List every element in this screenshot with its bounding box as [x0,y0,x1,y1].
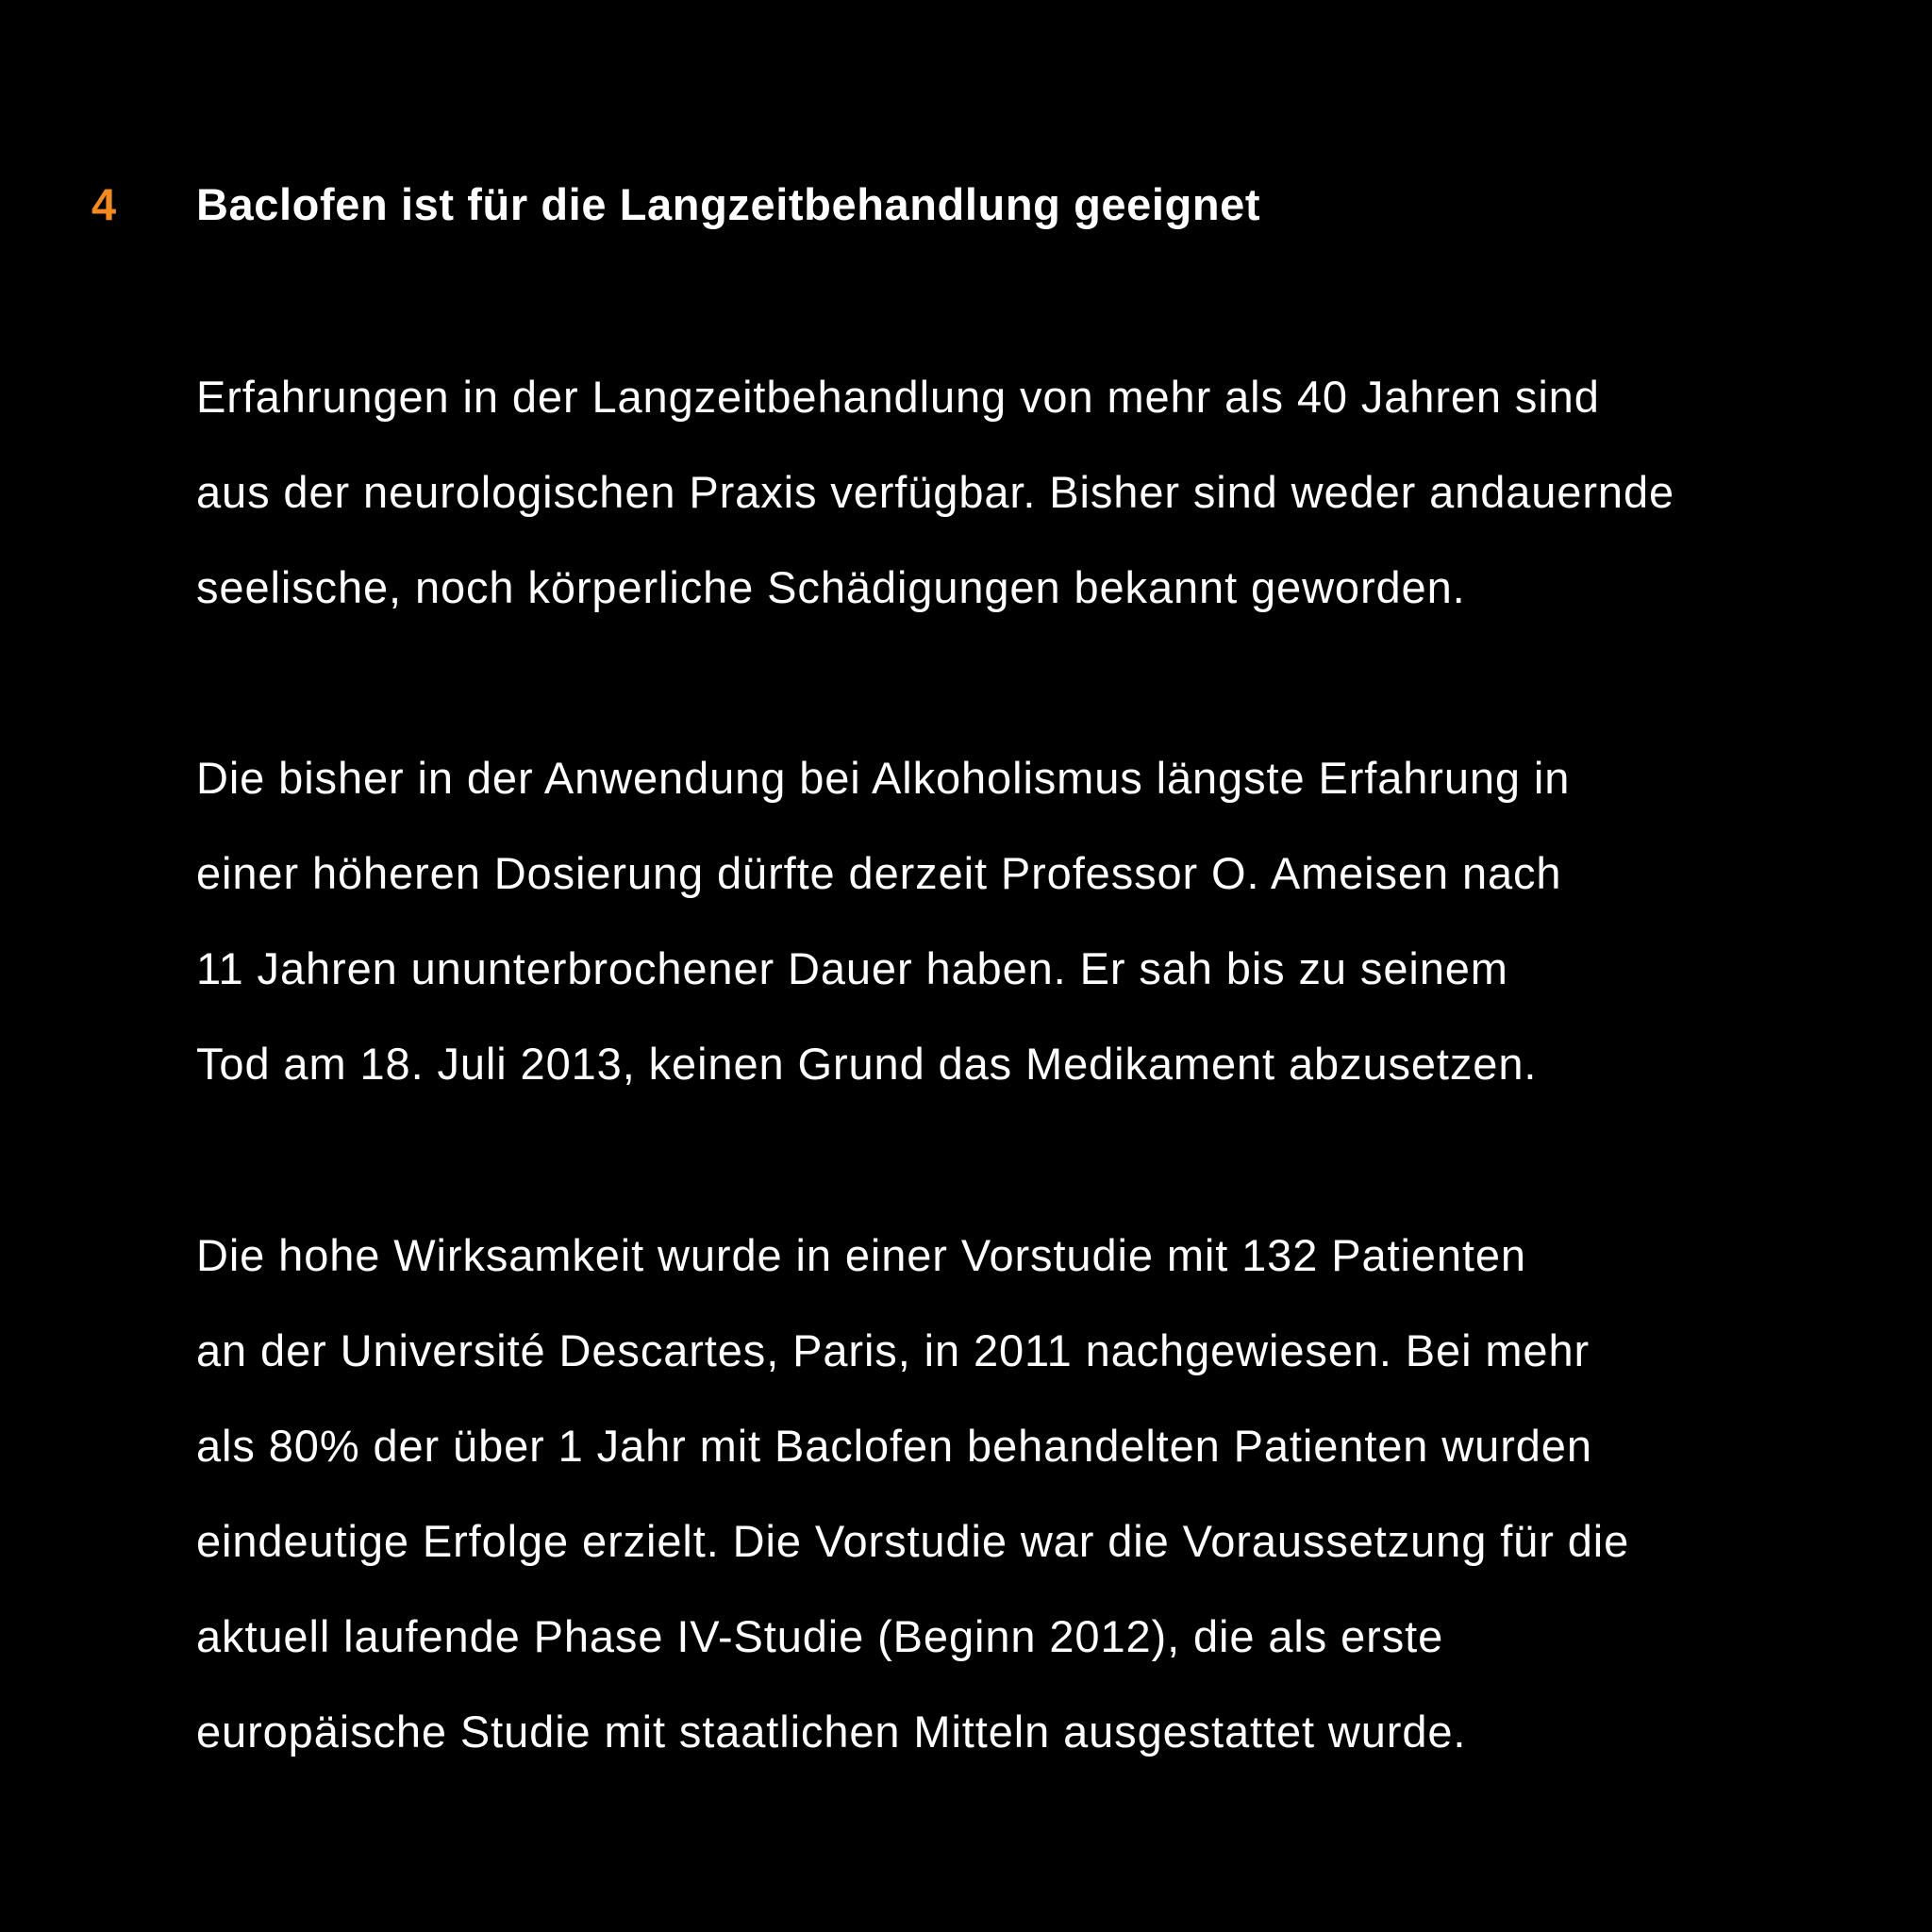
paragraph-line: eindeutige Erfolge erzielt. Die Vorstudie war die Voraussetzung für die [196,1516,1630,1566]
paragraph-line: als 80% der über 1 Jahr mit Baclofen behandelten Patienten wurden [196,1421,1592,1471]
paragraph-line: an der Université Descartes, Paris, in 2011 nachgewiesen. Bei mehr [196,1325,1591,1375]
paragraph-line: Erfahrungen in der Langzeitbehandlung von mehr als 40 Jahren sind [196,372,1600,422]
paragraph-long-term-experience [196,371,1894,657]
paragraph-line: Die hohe Wirksamkeit wurde in einer Vorstudie mit 132 Patienten [196,1230,1526,1280]
paragraph-study-results [196,1229,1894,1801]
paragraph-ameisen-experience [196,752,1894,1133]
paragraph-line: europäische Studie mit staatlichen Mitteln ausgestattet wurde. [196,1707,1467,1757]
paragraph-line: aktuell laufende Phase IV-Studie (Beginn 2012), die als erste [196,1611,1444,1661]
section-title: Baclofen ist für die Langzeitbehandlung geeignet [196,179,1261,229]
paragraph-line: Tod am 18. Juli 2013, keinen Grund das Medikament abzusetzen. [196,1039,1538,1089]
paragraph-line: Die bisher in der Anwendung bei Alkoholismus längste Erfahrung in [196,753,1571,803]
paragraph-line: aus der neurologischen Praxis verfügbar. Bisher sind weder andauernde [196,467,1675,517]
section-number: 4 [92,179,117,229]
paragraph-line: einer höheren Dosierung dürfte derzeit Professor O. Ameisen nach [196,848,1562,898]
paragraph-line: 11 Jahren ununterbrochener Dauer haben. Er sah bis zu seinem [196,943,1508,993]
paragraph-line: seelische, noch körperliche Schädigungen bekannt geworden. [196,562,1466,612]
